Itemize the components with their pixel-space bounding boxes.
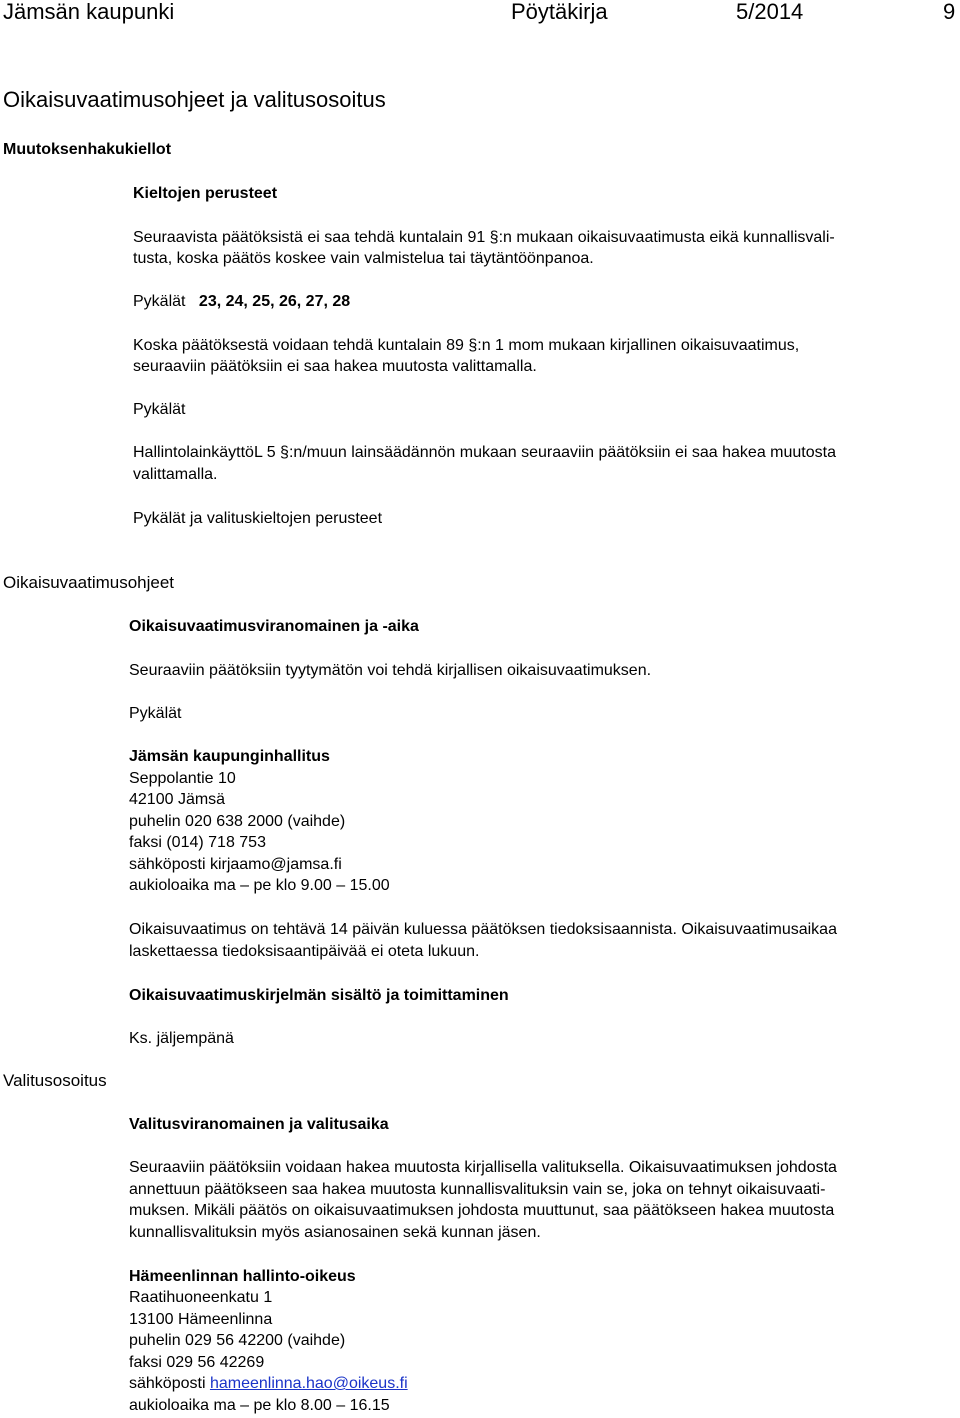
- header-doc-type: Pöytäkirja: [511, 0, 608, 24]
- address-line: puhelin 029 56 42200 (vaihde): [129, 1332, 346, 1349]
- paragraph-line: seuraaviin päätöksiin ei saa hakea muutosta valittamalla.: [133, 358, 537, 375]
- pykalat-label: Pykälät: [133, 293, 186, 310]
- section-heading-valitusosoitus: Valitusosoitus: [3, 1071, 107, 1090]
- authority-name: Jämsän kaupunginhallitus: [129, 748, 330, 765]
- subheading-oikaisuvaatimusviranomainen: Oikaisuvaatimusviranomainen ja -aika: [129, 618, 419, 635]
- pykalat-label: Pykälät: [129, 705, 182, 722]
- address-line: 13100 Hämeenlinna: [129, 1311, 273, 1328]
- address-line: puhelin 020 638 2000 (vaihde): [129, 813, 346, 830]
- address-line: Raatihuoneenkatu 1: [129, 1289, 273, 1306]
- paragraph-line: Seuraaviin päätöksiin voidaan hakea muutosta kirjallisella valituksella. Oikaisuvaatimuksen johdosta: [129, 1159, 837, 1176]
- section-heading-oikaisuvaatimusohjeet: Oikaisuvaatimusohjeet: [3, 573, 175, 592]
- pykalat-values: 23, 24, 25, 26, 27, 28: [198, 293, 351, 310]
- subheading-kieltojen-perusteet: Kieltojen perusteet: [133, 185, 278, 202]
- address-line: aukioloaika ma – pe klo 8.00 – 16.15: [129, 1397, 390, 1414]
- email-prefix: sähköposti: [129, 1375, 210, 1392]
- address-line: sähköposti kirjaamo@jamsa.fi: [129, 856, 342, 873]
- see-below-note: Ks. jäljempänä: [129, 1030, 234, 1047]
- email-line: [129, 1373, 408, 1395]
- header-number: 5/2014: [736, 0, 804, 24]
- paragraph-line: Koska päätöksestä voidaan tehdä kuntalain 89 §:n 1 mom mukaan kirjallinen oikaisuvaatimus,: [133, 337, 800, 354]
- section-heading-muutoksenhakukiellot: Muutoksenhakukiellot: [3, 141, 172, 158]
- paragraph-line: Seuraavista päätöksistä ei saa tehdä kuntalain 91 §:n mukaan oikaisuvaatimusta eikä kunnallisvali-: [133, 229, 835, 246]
- address-line: Seppolantie 10: [129, 770, 236, 787]
- paragraph-line: Seuraaviin päätöksiin tyytymätön voi tehdä kirjallisen oikaisuvaatimuksen.: [129, 662, 652, 679]
- paragraph-line: muksen. Mikäli päätös on oikaisuvaatimuksen johdosta muuttunut, saa päätökseen hakea muutosta: [129, 1202, 835, 1219]
- pykalat-label: Pykälät ja valituskieltojen perusteet: [133, 510, 383, 527]
- subheading-kirjelman-sisalto: Oikaisuvaatimuskirjelmän sisältö ja toimittaminen: [129, 987, 509, 1004]
- paragraph-line: annettuun päätökseen saa hakea muutosta kunnallisvalituksin vain se, joka on tehnyt oikaisuvaati-: [129, 1181, 826, 1198]
- paragraph-line: laskettaessa tiedoksisaantipäivää ei oteta lukuun.: [129, 943, 480, 960]
- address-line: 42100 Jämsä: [129, 791, 226, 808]
- paragraph-line: tusta, koska päätös koskee vain valmistelua tai täytäntöönpanoa.: [133, 250, 594, 267]
- page-header: [0, 0, 960, 26]
- address-line: faksi (014) 718 753: [129, 834, 266, 851]
- court-name: Hämeenlinnan hallinto-oikeus: [129, 1268, 356, 1285]
- pykalat-row: [133, 291, 350, 313]
- document-title: Oikaisuvaatimusohjeet ja valitusosoitus: [3, 87, 386, 112]
- header-page-number: 9: [943, 0, 956, 24]
- paragraph-line: Oikaisuvaatimus on tehtävä 14 päivän kuluessa päätöksen tiedoksisaannista. Oikaisuvaatimusaikaa: [129, 921, 837, 938]
- paragraph-line: kunnallisvalituksin myös asianosainen sekä kunnan jäsen.: [129, 1224, 541, 1241]
- address-line: faksi 029 56 42269: [129, 1354, 265, 1371]
- address-line: aukioloaika ma – pe klo 9.00 – 15.00: [129, 877, 390, 894]
- subheading-valitusviranomainen: Valitusviranomainen ja valitusaika: [129, 1116, 389, 1133]
- paragraph-line: HallintolainkäyttöL 5 §:n/muun lainsäädännön mukaan seuraaviin päätöksiin ei saa hakea muutosta: [133, 444, 836, 461]
- paragraph-line: valittamalla.: [133, 466, 218, 483]
- pykalat-label: Pykälät: [133, 401, 186, 418]
- email-link[interactable]: hameenlinna.hao@oikeus.fi: [209, 1375, 408, 1392]
- header-organization: Jämsän kaupunki: [3, 0, 175, 24]
